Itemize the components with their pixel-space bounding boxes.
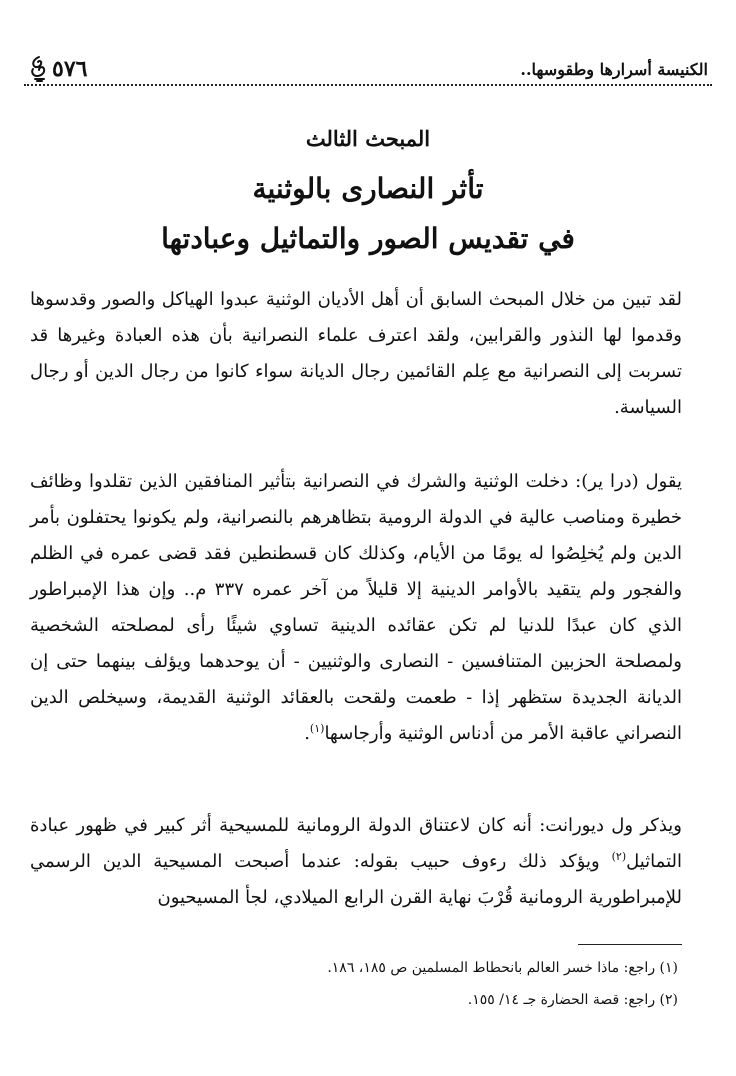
footnote-divider xyxy=(578,944,682,945)
footnote-2: (٢) راجع: قصة الحضارة جـ ١٤/ ١٥٥. xyxy=(467,992,678,1008)
header-divider xyxy=(24,84,712,86)
footnote-1: (١) راجع: ماذا خسر العالم بانحطاط المسلمين ص ١٨٥، ١٨٦. xyxy=(327,960,678,976)
chapter-title-line-1: تأثر النصارى بالوثنية xyxy=(252,172,484,205)
paragraph-3 xyxy=(30,808,682,916)
footnote-ref-1: (١) xyxy=(309,722,325,735)
running-title: الكنيسة أسرارها وطقوسها.. xyxy=(520,59,708,79)
page-number-group xyxy=(28,55,87,83)
paragraph-2: يقول (درا ير): دخلت الوثنية والشرك في النصرانية بتأثير المنافقين الذين تقلدوا وظائف خطيرة ومناصب عالية في الدولة الرومية بتظاهرهم بالنصرانية، ولم يكونوا يحتفلون بأمر الدين ولم يُخلِصُوا له يومًا من الأيام، وكذلك كان قسطنطين فقد قضى عمره في الظلم والفجور ولم يتقيد بالأوامر الدينية إلا قليلاً من آخر عمره ٣٣٧ م.. وإن هذا الإمبراطور الذي كان عبدًا للدنيا لم تكن عقائده الدينية تساوي شيئًا رأى لمصلحته الشخصية ولمصلحة الحزبين المتنافسين - النصارى والوثنيين - أن يوحدهما ويؤلف بينهما حتى إن الديانة الجديدة ستظهر إذا - طعمت ولقحت بالعقائد الوثنية القديمة، وسيخلص الدين النصراني عاقبة الأمر من أدناس الوثنية وأرجاسها$^{(١)}$. xyxy=(30,471,683,744)
page-number: ٥٧٦ xyxy=(52,56,88,82)
running-header xyxy=(28,55,708,83)
section-label: المبحث الثالث xyxy=(305,126,431,151)
footnote-ref-2: (٢) xyxy=(611,850,627,863)
ornament-icon xyxy=(28,55,50,83)
paragraph-1: لقد تبين من خلال المبحث السابق أن أهل الأديان الوثنية عبدوا الهياكل والصور وقدسوها وقدموا لها النذور والقرابين، ولقد اعترف علماء النصرانية بأن هذه العبادة وغيرها قد تسربت إلى النصرانية مع عِلم القائمين رجال الديانة سواء كانوا من رجال الدين أو رجال السياسة. xyxy=(30,289,682,418)
paragraph-3-text-b: ويؤكد ذلك رءوف حبيب بقوله: عندما أصبحت المسيحية الدين الرسمي للإمبراطورية الرومانية قُرْبَ نهاية القرن الرابع الميلادي، لجأ المسيحيون xyxy=(30,851,682,908)
footnotes xyxy=(60,952,678,1016)
paragraph-2-text: يقول (درا ير): دخلت الوثنية والشرك في النصرانية بتأثير المنافقين الذين تقلدوا وظائف خطيرة ومناصب عالية في الدولة الرومية بتظاهرهم بالنصرانية، ولم يكونوا يحتفلون بأمر الدين ولم يُخلِصُوا له يومًا من الأيام، وكذلك كان قسطنطين فقد قضى عمره في الظلم والفجور ولم يتقيد بالأوامر الدينية إلا قليلاً من آخر عمره ٣٣٧ م.. وإن هذا الإمبراطور الذي كان عبدًا للدنيا لم تكن عقائده الدينية تساوي شيئًا رأى لمصلحته الشخصية ولمصلحة الحزبين المتنافسين - النصارى والوثنيين - أن يوحدهما ويؤلف بينهما حتى إن الديانة الجديدة ستظهر إذا - طعمت ولقحت بالعقائد الوثنية القديمة، وسيخلص الدين النصراني عاقبة الأمر من أدناس الوثنية وأرجاسها xyxy=(30,471,683,744)
chapter-title-line-2: في تقديس الصور والتماثيل وعبادتها xyxy=(161,222,575,255)
paragraph-3-text-a: ويذكر ول ديورانت: أنه كان لاعتناق الدولة الرومانية للمسيحية أثر كبير في ظهور عبادة التماثيل xyxy=(30,815,682,872)
